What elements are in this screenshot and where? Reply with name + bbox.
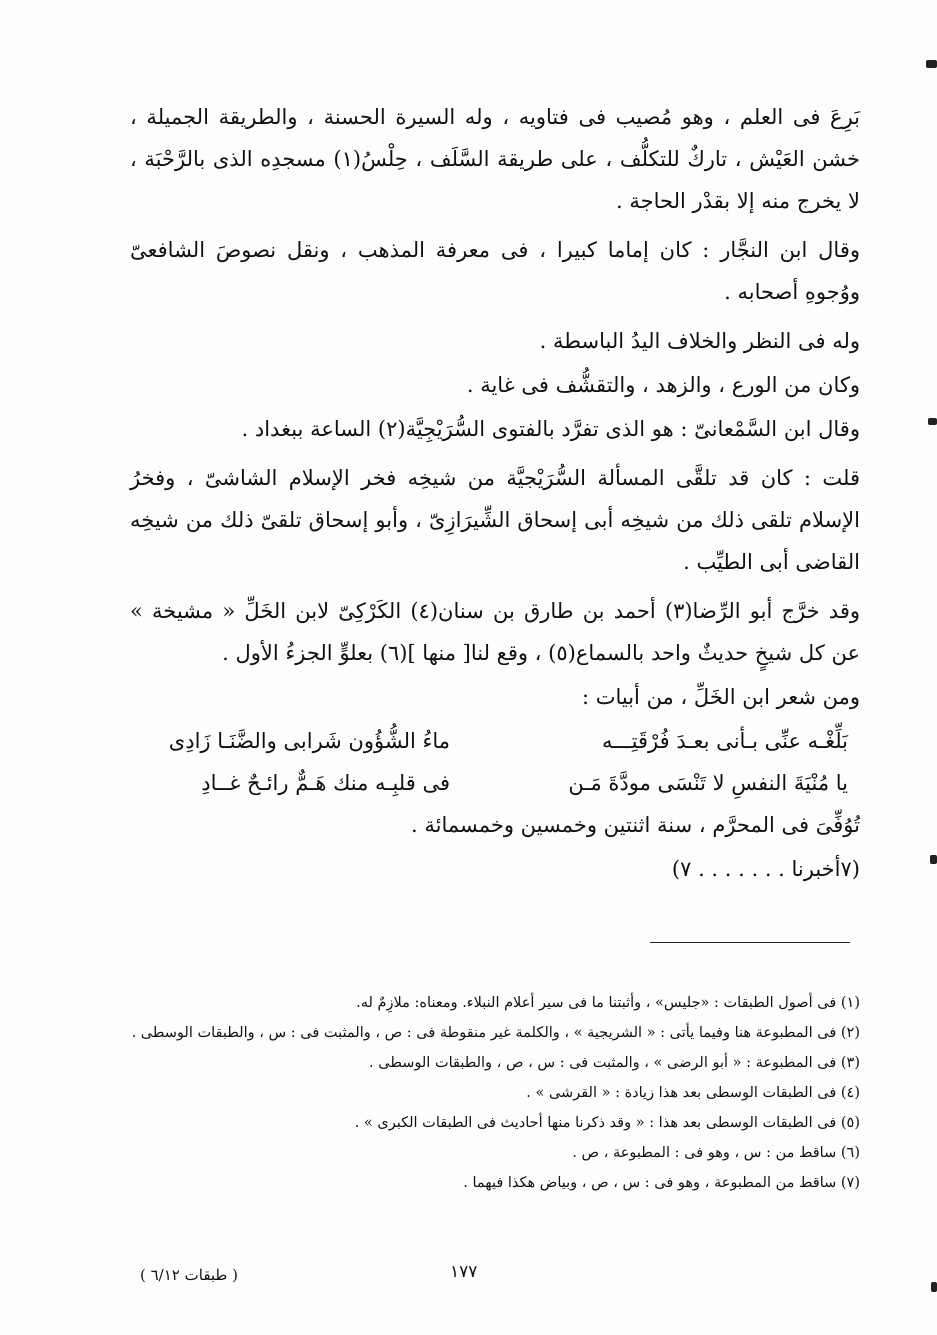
footnote-2: (٢) فى المطبوعة هنا وفيما يأتى : « الشريجية » ، والكلمة غير منقوطة فى : ص ، والمثبت فى : س ، والطبقات الوسطى . [131,1025,860,1041]
verse-1-second-hemistich: ماءُ الشُّؤُون شَرابى والضَّنَـا زَادِى [168,729,450,753]
footnote-separator [650,942,850,943]
footnote-5: (٥) فى الطبقات الوسطى بعد هذا : « وقد ذكرنا منها أحاديث فى الطبقات الكبرى » . [354,1115,860,1131]
death-note: تُوُفِّىَ فى المحرَّم ، سنة اثنتين وخمسين وخمسمائة . [411,813,860,837]
verse-2-first-hemistich: يا مُنْيَةَ النفسِ لا تَنْسَى مودَّةَ مَـن [568,771,848,795]
paragraph-3: وله فى النظر والخلاف اليدُ الباسطة . [539,329,860,353]
verse-line-1 [130,720,860,762]
paragraph-5: وقال ابن السَّمْعانىّ : هو الذى تفرَّد بالفتوى السُّرَيْجِيَّة(٢) الساعة ببغداد . [241,417,860,441]
verse-line-2 [130,762,860,804]
paragraph-6: قلت : كان قد تلقَّى المسألة السُّرَيْجيَّة من شيخِه فخر الإسلام الشاشىّ ، وفخرُ الإسلام تلقى ذلك من شيخِه أبى إسحاق الشِّيرَازِىّ ، وأبو إسحاق تلقىّ ذلك من شيخِه القاضى أبى الطيِّب . [130,466,860,574]
signature-mark: ( طبقات ٦/١٢ ) [140,1266,238,1284]
verse-1-first-hemistich: بَلِّغْـه عنِّى بـأنى بعـدَ فُرْقَتِـــه [601,729,848,753]
footnote-7: (٧) ساقط من المطبوعة ، وهو فى : س ، ص ، وبياض هكذا فيهما . [463,1175,860,1191]
footnote-1: (١) فى أصول الطبقات : «جليس» ، وأثبتنا ما فى سير أعلام النبلاء. ومعناه: ملازِمٌ له. [356,995,860,1011]
scan-edge-mark-middle [928,418,937,425]
scan-edge-mark-top [926,60,937,68]
footnote-3: (٣) فى المطبوعة : « أبو الرضى » ، والمثبت فى : س ، ص ، والطبقات الوسطى . [369,1055,860,1071]
paragraph-7: وقد خرَّج أبو الرِّضا(٣) أحمد بن طارق بن سنان(٤) الكَرْكِىّ لابن الخَلِّ « مشيخة » عن كل شيخٍ حديثٌ واحد بالسماع(٥) ، وقع لنا[ منها ](٦) بعلوٍّ الجزءُ الأول . [130,599,861,665]
paragraph-4: وكان من الورع ، والزهد ، والتقشُّف فى غاية . [466,373,860,397]
paragraph-8: ومن شعر ابن الخَلِّ ، من أبيات : [581,685,860,709]
paragraph-2: وقال ابن النجَّار : كان إماما كبيرا ، فى معرفة المذهب ، ونقل نصوصَ الشافعىّ ووُجوهِ أصحابه . [130,238,860,304]
footnote-4: (٤) فى الطبقات الوسطى بعد هذا زيادة : « القرشى » . [526,1085,860,1101]
paragraph-1: بَرِعَ فى العلم ، وهو مُصيب فى فتاويه ، وله السيرة الحسنة ، والطريقة الجميلة ، خشن العَيْش ، تاركٌ للتكلُّف ، على طريقة السَّلَف ، حِلْسُ(١) مسجدِه الذى بالرَّحْبَة ، لا يخرج منه إلا بقدْر الحاجة . [130,105,861,213]
verse-2-second-hemistich: فى قلبِـه منك هَـمٌّ رائـحٌ غــادِ [201,771,450,795]
footnote-6: (٦) ساقط من : س ، وهو فى : المطبوعة ، ص . [572,1145,860,1161]
scan-edge-mark-lower [930,855,937,864]
footnotes [130,988,860,1198]
page-number: ١٧٧ [450,1262,478,1282]
scan-edge-mark-bottom [931,1282,937,1292]
page-footer [0,1262,937,1292]
main-text [130,96,860,892]
akhbarana-line: (٧أخبرنا . . . . . . . ٧) [671,857,860,881]
